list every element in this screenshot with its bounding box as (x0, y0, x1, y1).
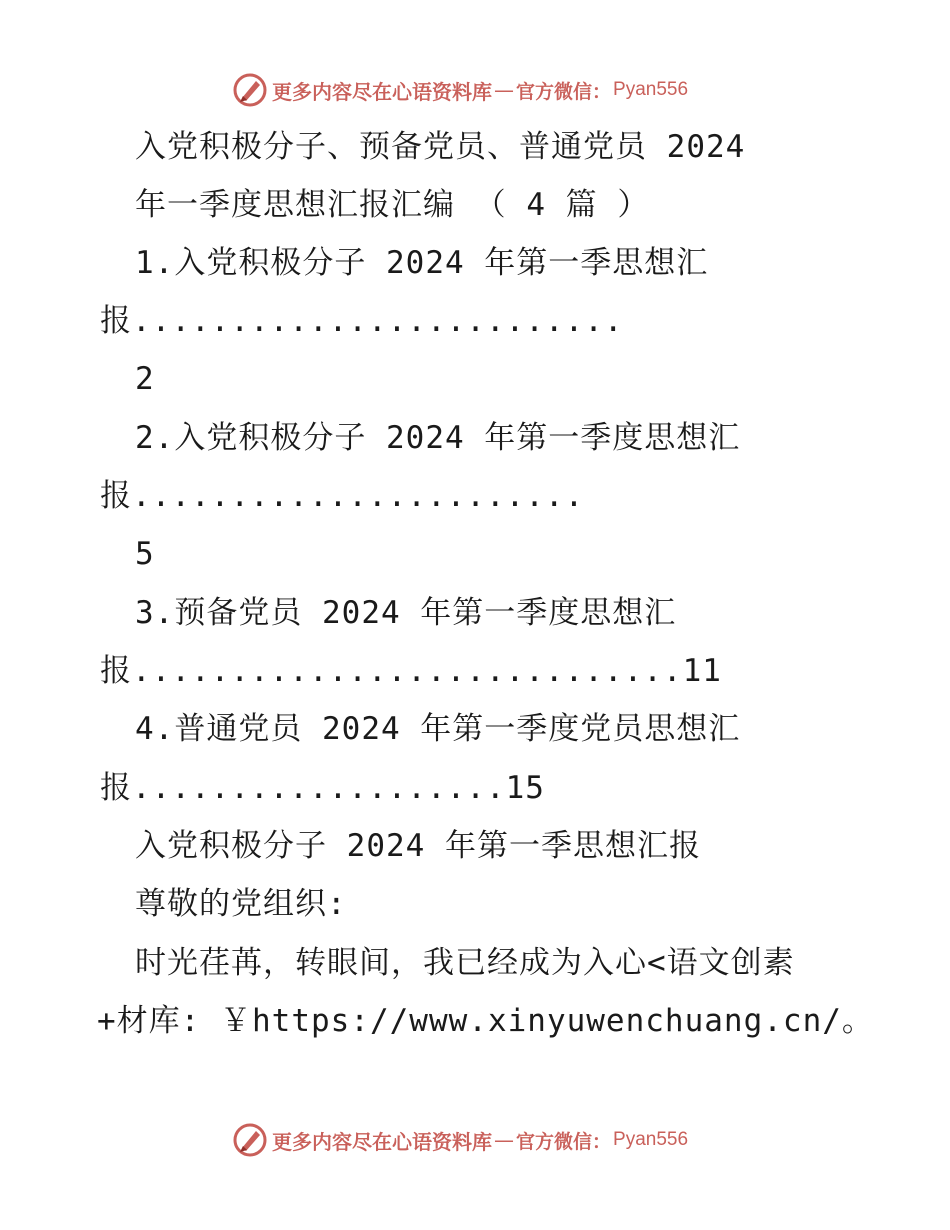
banner-id: Pyan556 (613, 1129, 689, 1150)
document-title-line2: 年一季度思想汇报汇编 （ 4 篇 ） (135, 187, 650, 223)
banner-dash: — (494, 78, 514, 102)
toc-item-1-page: 2 (135, 361, 155, 397)
header-banner (232, 70, 688, 110)
toc-item-3-leader: 报............................11 (100, 653, 722, 689)
footer-banner (232, 1120, 688, 1160)
document-title-line1: 入党积极分子、预备党员、普通党员 2024 (135, 129, 746, 165)
banner-dash: — (494, 1128, 514, 1152)
salutation: 尊敬的党组织: (135, 886, 347, 922)
toc-item-1-title: 1.入党积极分子 2024 年第一季思想汇 (135, 245, 709, 281)
toc-item-4-leader: 报...................15 (100, 770, 545, 806)
banner-label: 官方微信： (516, 1130, 612, 1153)
banner-text: 更多内容尽在心语资料库 (272, 79, 492, 104)
toc-item-3-title: 3.预备党员 2024 年第一季度思想汇 (135, 595, 677, 631)
banner-label: 官方微信： (516, 80, 612, 103)
toc-item-2-leader: 报....................... (100, 478, 585, 514)
logo-icon (232, 1122, 268, 1158)
toc-item-2-page: 5 (135, 536, 155, 572)
body-paragraph-line2: +材库: ￥https://www.xinyuwenchuang.cn/。 (97, 1003, 874, 1039)
toc-item-1-leader: 报......................... (100, 303, 624, 339)
banner-id: Pyan556 (613, 79, 689, 100)
logo-icon (232, 72, 268, 108)
section-title: 入党积极分子 2024 年第一季思想汇报 (135, 828, 701, 864)
body-paragraph-line1: 时光荏苒，转眼间，我已经成为入心<语文创素 (135, 945, 795, 981)
banner-text: 更多内容尽在心语资料库 (272, 1129, 492, 1154)
toc-item-4-title: 4.普通党员 2024 年第一季度党员思想汇 (135, 711, 741, 747)
toc-item-2-title: 2.入党积极分子 2024 年第一季度思想汇 (135, 420, 741, 456)
